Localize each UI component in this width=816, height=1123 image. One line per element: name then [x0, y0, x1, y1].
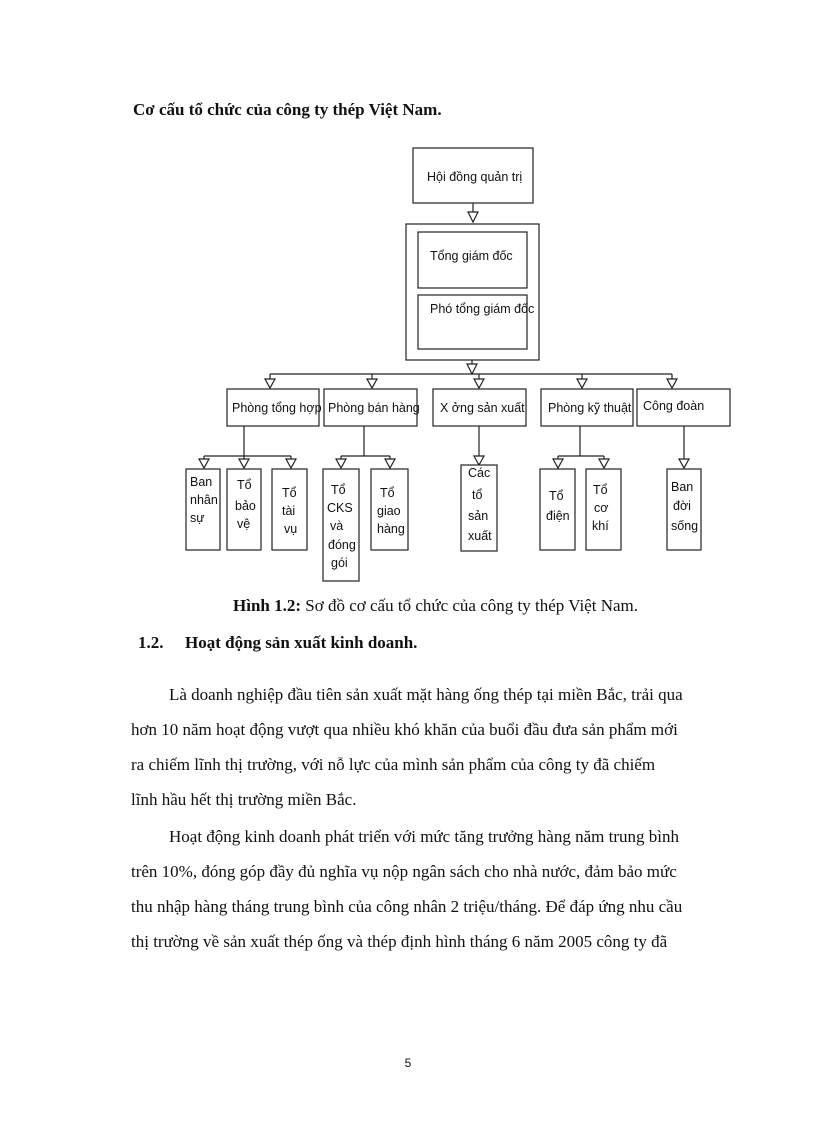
label-phong-tong-hop: Phòng tổng hợp [232, 401, 322, 415]
unit-text: tổ [472, 488, 483, 502]
unit-text: Tổ [282, 486, 297, 500]
label-hoi-dong: Hội đồng quản trị [427, 170, 523, 184]
section-number: 1.2. [138, 633, 164, 652]
paragraph-line: thu nhập hàng tháng trung bình của công nhân 2 triệu/tháng. Để đáp ứng nhu cầu [131, 897, 683, 916]
unit-text: xuất [468, 529, 492, 543]
unit-text: điện [546, 509, 570, 523]
caption-label: Hình 1.2: [233, 596, 302, 615]
unit-text: cơ [594, 501, 609, 515]
unit-text: nhân [190, 493, 218, 507]
unit-text: đời [673, 499, 691, 513]
unit-text: và [330, 519, 344, 533]
unit-text: Ban [190, 475, 213, 489]
unit-text: tài [282, 504, 296, 518]
section-title: Hoạt động sản xuất kinh doanh. [185, 633, 418, 652]
unit-text: Tổ [549, 489, 564, 503]
label-phong-ky-thuat: Phòng kỹ thuật [548, 401, 632, 415]
label-tong-giam-doc: Tổng giám đốc [430, 249, 513, 263]
unit-text: Tổ [380, 486, 395, 500]
figure-caption [233, 596, 638, 616]
section-heading [138, 633, 417, 653]
unit-text: bảo [235, 499, 256, 513]
paragraph-line: Hoạt động kinh doanh phát triển với mức tăng trưởng hàng năm trung bình [169, 827, 679, 846]
paragraph-line: Là doanh nghiệp đầu tiên sản xuất mặt hàng ống thép tại miền Bắc, trải qua [169, 685, 683, 704]
unit-text: sản [468, 509, 489, 523]
unit-text: vệ [237, 517, 251, 531]
label-cong-doan: Công đoàn [643, 399, 705, 413]
label-xuong-san-xuat: X ởng sản xuất [440, 401, 525, 415]
unit-text: Tổ [237, 478, 252, 492]
paragraph-line: trên 10%, đóng góp đầy đủ nghĩa vụ nộp ngân sách cho nhà nước, đảm bảo mức [131, 862, 677, 881]
heading: Cơ cấu tổ chức của công ty thép Việt Nam. [133, 100, 442, 119]
paragraph-line: lĩnh hầu hết thị trường miền Bắc. [131, 790, 357, 809]
unit-text: sự [190, 511, 205, 525]
unit-text: Tổ [593, 483, 608, 497]
unit-text: Tổ [331, 483, 346, 497]
label-phong-ban-hang: Phòng bán hàng [328, 401, 420, 415]
unit-text: đóng [328, 538, 356, 552]
paragraph-line: ra chiếm lĩnh thị trường, với nỗ lực của mình sản phẩm của công ty đã chiếm [131, 755, 656, 774]
unit-text: gói [331, 556, 348, 570]
unit-text: Các [468, 466, 491, 480]
paragraph-line: hơn 10 năm hoạt động vượt qua nhiều khó khăn của buổi đầu đưa sản phẩm mới [131, 720, 678, 739]
unit-text: Ban [671, 480, 694, 494]
paragraph-1 [131, 677, 747, 817]
unit-text: khí [592, 519, 609, 533]
unit-text: CKS [327, 501, 353, 515]
page-number: 5 [404, 1056, 412, 1070]
unit-text: giao [377, 504, 401, 518]
unit-text: sống [671, 519, 699, 533]
paragraph-line: thị trường về sản xuất thép ống và thép định hình tháng 6 năm 2005 công ty đã [131, 932, 668, 951]
label-pho-tong-giam-doc: Phó tổng giám đốc [430, 302, 535, 316]
caption-text: Sơ đồ cơ cấu tổ chức của công ty thép Việt Nam. [301, 596, 638, 615]
unit-text: vụ [284, 522, 298, 536]
paragraph-2 [131, 819, 747, 959]
unit-text: hàng [377, 522, 405, 536]
